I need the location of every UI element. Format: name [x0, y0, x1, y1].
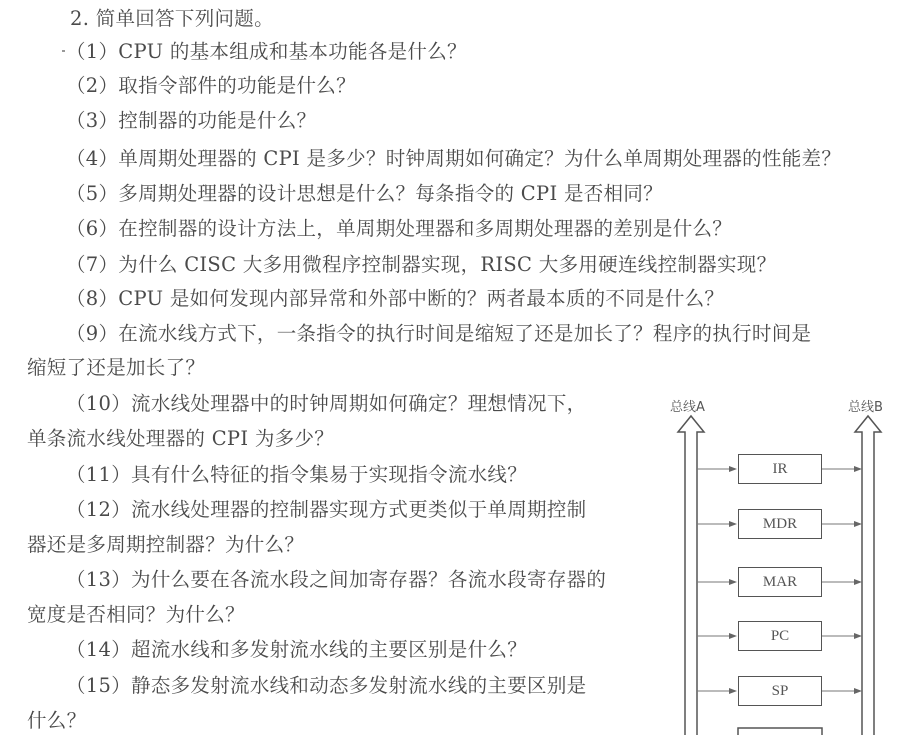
question-4: （4）单周期处理器的 CPI 是多少？时钟周期如何确定？为什么单周期处理器的性能差？	[66, 147, 842, 170]
question-10-line-1: （10）流水线处理器中的时钟周期如何确定？理想情况下，	[66, 392, 587, 415]
question-10-line-2: 单条流水线处理器的 CPI 为多少？	[27, 427, 335, 450]
register-mdr: MDR	[738, 509, 822, 539]
question-5: （5）多周期处理器的设计思想是什么？每条指令的 CPI 是否相同？	[66, 182, 663, 205]
bus-b-label: 总线B	[848, 400, 883, 415]
question-7: （7）为什么 CISC 大多用微程序控制器实现，RISC 大多用硬连线控制器实现？	[66, 253, 777, 276]
register-ir: IR	[738, 454, 822, 484]
section-heading: 2. 简单回答下列问题。	[70, 7, 274, 30]
register-sp: SP	[738, 676, 822, 706]
register-pc: PC	[738, 621, 822, 651]
question-2: （2）取指令部件的功能是什么？	[66, 74, 356, 97]
question-11: （11）具有什么特征的指令集易于实现指令流水线？	[66, 463, 528, 486]
question-3: （3）控制器的功能是什么？	[66, 109, 317, 132]
question-9-line-2: 缩短了还是加长了？	[27, 356, 206, 379]
register-mar: MAR	[738, 567, 822, 597]
bus-a-label: 总线A	[670, 400, 705, 415]
question-15-line-1: （15）静态多发射流水线和动态多发射流水线的主要区别是	[66, 674, 587, 697]
question-8: （8）CPU 是如何发现内部异常和外部中断的？两者最本质的不同是什么？	[66, 287, 725, 310]
question-13-line-2: 宽度是否相同？为什么？	[27, 603, 245, 626]
question-1: （1）CPU 的基本组成和基本功能各是什么？	[66, 40, 467, 63]
question-6: （6）在控制器的设计方法上，单周期处理器和多周期处理器的差别是什么？	[66, 217, 733, 240]
question-12-line-1: （12）流水线处理器的控制器实现方式更类似于单周期控制	[66, 498, 587, 521]
question-15-line-2: 什么？	[27, 709, 87, 732]
question-12-line-2: 器还是多周期控制器？为什么？	[27, 533, 305, 556]
question-9-line-1: （9）在流水线方式下，一条指令的执行时间是缩短了还是加长了？程序的执行时间是	[66, 322, 812, 345]
question-14: （14）超流水线和多发射流水线的主要区别是什么？	[66, 638, 528, 661]
question-13-line-1: （13）为什么要在各流水段之间加寄存器？各流水段寄存器的	[66, 568, 607, 591]
